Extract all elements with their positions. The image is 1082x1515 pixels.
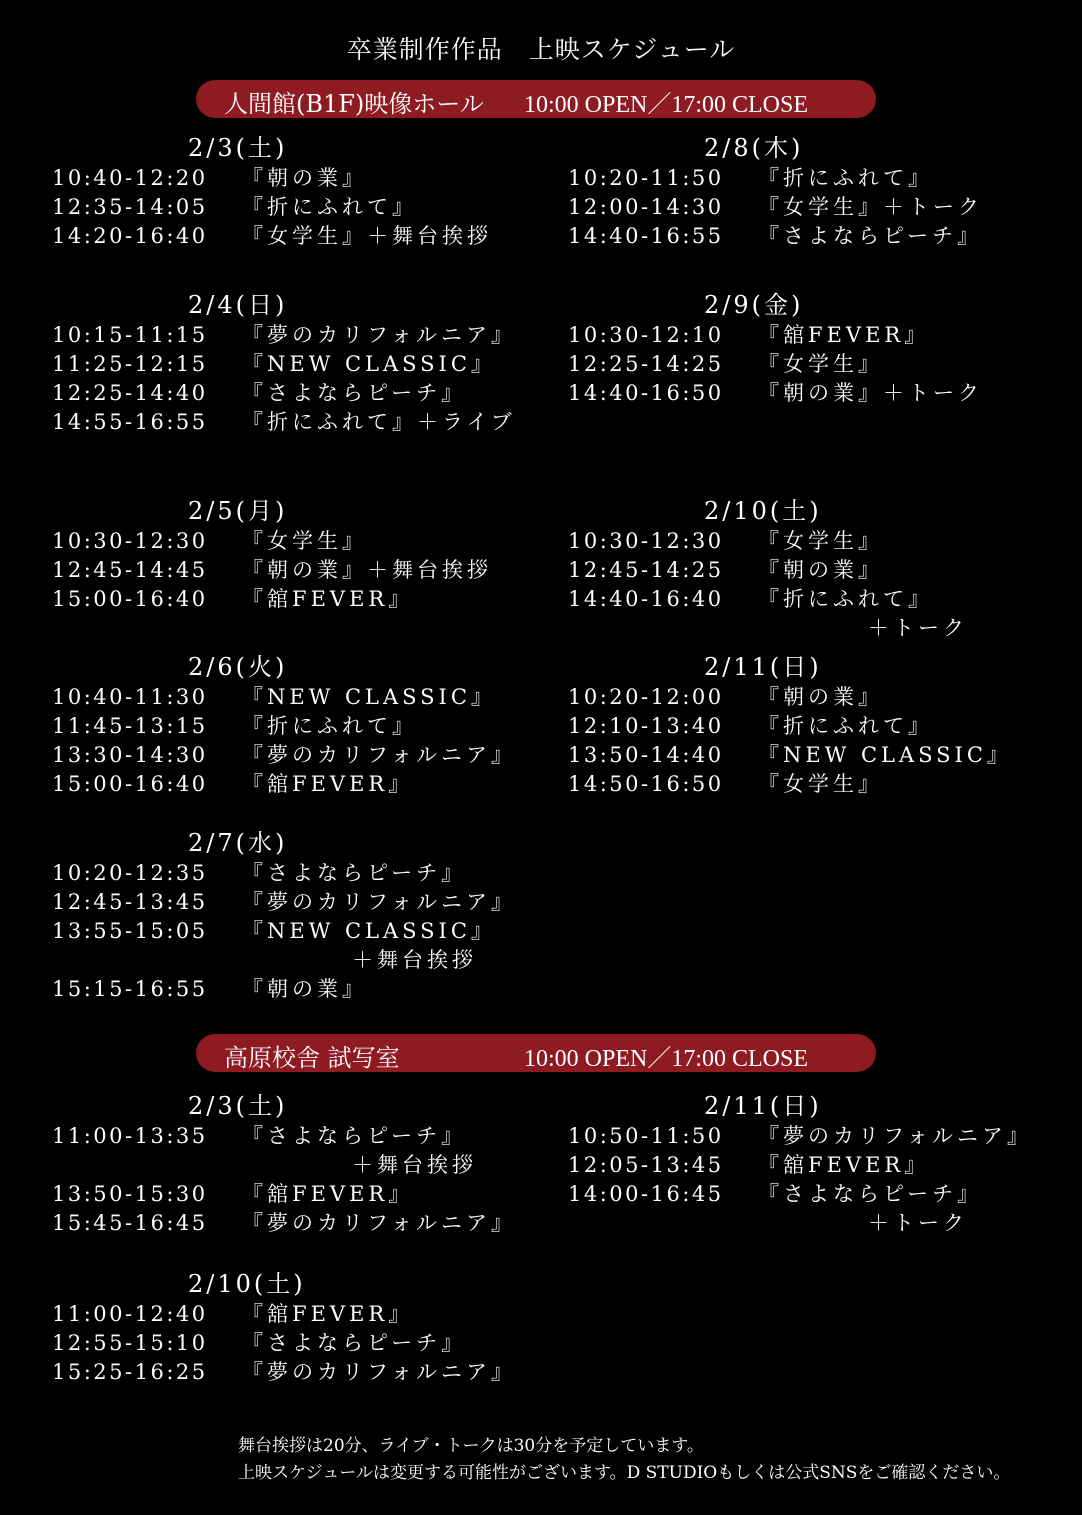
screening-row (568, 1180, 1048, 1209)
screening-time: 12:45-14:25 (568, 558, 724, 582)
day-block (52, 1091, 532, 1238)
day-block (568, 1091, 1048, 1238)
screening-time: 11:00-13:35 (52, 1124, 208, 1148)
screening-time: 10:50-11:50 (568, 1124, 724, 1148)
screening-row (568, 741, 1048, 770)
screening-time: 13:55-15:05 (52, 919, 208, 943)
screening-film: 『女学生』 (758, 772, 883, 796)
screening-row (52, 379, 532, 408)
screening-time: 15:00-16:40 (52, 587, 208, 611)
screening-film: 『折にふれて』 (758, 587, 933, 611)
venue-banner-2 (196, 1034, 876, 1072)
screening-time: 12:25-14:40 (52, 381, 208, 405)
day-block (52, 290, 532, 437)
venue-name: 人間館(B1F)映像ホール (224, 90, 484, 118)
footnotes (238, 1433, 1010, 1487)
screening-time: 10:20-12:00 (568, 685, 724, 709)
screening-row (52, 1209, 532, 1238)
screening-film: 『さよならピーチ』 (242, 381, 467, 405)
screening-film: 『折にふれて』 (758, 166, 933, 190)
screening-row (568, 350, 1048, 379)
day-date: 2/10(土) (704, 497, 822, 525)
screening-film: 『舘FEVER』 (242, 1302, 414, 1326)
screening-time: 12:45-13:45 (52, 890, 208, 914)
screening-row (52, 585, 532, 614)
screening-time: 10:20-12:35 (52, 861, 208, 885)
screening-time: 12:05-13:45 (568, 1153, 724, 1177)
screening-row (52, 1300, 532, 1329)
note-line: 舞台挨拶は20分、ライブ・トークは30分を予定しています。 (238, 1436, 704, 1456)
screening-row (568, 585, 1048, 614)
screening-row (52, 350, 532, 379)
screening-time: 13:50-14:40 (568, 743, 724, 767)
venue-banner-1 (196, 80, 876, 118)
screening-row (52, 917, 532, 946)
screening-film: 『女学生』 (758, 529, 883, 553)
screening-film: 『女学生』 (242, 529, 367, 553)
screening-film: 『さよならピーチ』 (242, 1331, 467, 1355)
day-block (568, 290, 1048, 408)
day-block (568, 496, 1048, 643)
screening-row (52, 1358, 532, 1387)
screening-film: 『舘FEVER』 (242, 772, 414, 796)
screening-time: 11:45-13:15 (52, 714, 208, 738)
screening-film: 『夢のカリフォルニア』 (242, 890, 516, 914)
screening-extra: ＋舞台挨拶 (352, 1153, 477, 1177)
screening-time: 10:30-12:30 (52, 529, 208, 553)
screening-film: 『折にふれて』 (242, 195, 417, 219)
day-block (52, 652, 532, 799)
screening-time: 14:40-16:50 (568, 381, 724, 405)
screening-film: 『さよならピーチ』 (242, 861, 467, 885)
screening-film: 『朝の業』 (758, 558, 883, 582)
screening-row (568, 556, 1048, 585)
screening-film: 『折にふれて』 (758, 714, 933, 738)
screening-film: 『女学生』＋トーク (758, 195, 983, 219)
screening-time: 14:50-16:50 (568, 772, 724, 796)
screening-row (568, 770, 1048, 799)
screening-extra: ＋舞台挨拶 (352, 948, 477, 972)
day-date: 2/4(日) (188, 291, 288, 319)
screening-time: 12:55-15:10 (52, 1331, 208, 1355)
screening-time: 12:35-14:05 (52, 195, 208, 219)
day-block (52, 1269, 532, 1387)
day-date: 2/9(金) (704, 291, 804, 319)
screening-film: 『女学生』＋舞台挨拶 (242, 224, 492, 248)
screening-row (52, 1180, 532, 1209)
screening-time: 13:30-14:30 (52, 743, 208, 767)
screening-film: 『折にふれて』＋ライブ (242, 410, 516, 434)
screening-film: 『朝の業』 (758, 685, 883, 709)
screening-time: 14:40-16:40 (568, 587, 724, 611)
screening-time: 14:00-16:45 (568, 1182, 724, 1206)
day-block (52, 496, 532, 614)
screening-film: 『舘FEVER』 (242, 587, 414, 611)
screening-film: 『朝の業』 (242, 977, 367, 1001)
day-date: 2/11(日) (704, 1092, 822, 1120)
day-block (568, 133, 1048, 251)
screening-row (568, 379, 1048, 408)
screening-extra: ＋トーク (868, 1211, 968, 1235)
screening-row (568, 193, 1048, 222)
screening-film: 『NEW CLASSIC』 (242, 685, 496, 709)
screening-film: 『さよならピーチ』 (758, 224, 983, 248)
screening-time: 12:25-14:25 (568, 352, 724, 376)
screening-row (568, 1122, 1048, 1151)
screening-row (52, 712, 532, 741)
screening-film: 『折にふれて』 (242, 714, 417, 738)
day-block (568, 652, 1048, 799)
day-date: 2/11(日) (704, 653, 822, 681)
screening-row (52, 164, 532, 193)
screening-film: 『さよならピーチ』 (242, 1124, 467, 1148)
screening-film: 『舘FEVER』 (758, 323, 930, 347)
screening-time: 10:30-12:30 (568, 529, 724, 553)
screening-row (568, 321, 1048, 350)
note-line: 上映スケジュールは変更する可能性がございます。D STUDIOもしくは公式SNSをご確認ください。 (238, 1463, 1011, 1483)
screening-time: 15:15-16:55 (52, 977, 208, 1001)
screening-row (52, 408, 532, 437)
screening-row (568, 222, 1048, 251)
screening-time: 12:00-14:30 (568, 195, 724, 219)
screening-time: 14:55-16:55 (52, 410, 208, 434)
screening-row (568, 683, 1048, 712)
venue-hours: 10:00 OPEN／17:00 CLOSE (524, 92, 809, 118)
screening-time: 14:20-16:40 (52, 224, 208, 248)
screening-film: 『朝の業』 (242, 166, 367, 190)
screening-time: 15:25-16:25 (52, 1360, 208, 1384)
screening-row (568, 164, 1048, 193)
screening-row (568, 712, 1048, 741)
screening-time: 15:00-16:40 (52, 772, 208, 796)
screening-row (52, 741, 532, 770)
screening-row (52, 527, 532, 556)
screening-time: 10:40-11:30 (52, 685, 208, 709)
venue-name: 高原校舎 試写室 (224, 1044, 400, 1072)
venue-hours: 10:00 OPEN／17:00 CLOSE (524, 1046, 809, 1072)
day-date: 2/6(火) (188, 653, 288, 681)
screening-time: 11:25-12:15 (52, 352, 208, 376)
screening-film: 『NEW CLASSIC』 (758, 743, 1012, 767)
screening-row (52, 975, 532, 1004)
day-date: 2/10(土) (188, 1270, 306, 1298)
screening-row (568, 527, 1048, 556)
screening-time: 10:30-12:10 (568, 323, 724, 347)
screening-time: 12:45-14:45 (52, 558, 208, 582)
screening-film: 『朝の業』＋トーク (758, 381, 983, 405)
day-date: 2/3(土) (188, 1092, 288, 1120)
screening-film: 『夢のカリフォルニア』 (242, 1211, 516, 1235)
screening-film: 『舘FEVER』 (242, 1182, 414, 1206)
screening-film: 『さよならピーチ』 (758, 1182, 983, 1206)
screening-row (52, 193, 532, 222)
screening-film: 『夢のカリフォルニア』 (242, 323, 516, 347)
screening-time: 12:10-13:40 (568, 714, 724, 738)
day-block (52, 133, 532, 251)
day-date: 2/3(土) (188, 134, 288, 162)
screening-row (52, 888, 532, 917)
screening-row (52, 321, 532, 350)
day-date: 2/7(水) (188, 829, 288, 857)
screening-time: 15:45-16:45 (52, 1211, 208, 1235)
screening-film: 『女学生』 (758, 352, 883, 376)
screening-film: 『朝の業』＋舞台挨拶 (242, 558, 492, 582)
screening-time: 10:40-12:20 (52, 166, 208, 190)
screening-row (52, 859, 532, 888)
screening-row (52, 770, 532, 799)
screening-extra: ＋トーク (868, 616, 968, 640)
screening-row (52, 1122, 532, 1151)
screening-row (52, 1329, 532, 1358)
screening-film: 『夢のカリフォルニア』 (242, 743, 516, 767)
screening-time: 13:50-15:30 (52, 1182, 208, 1206)
screening-time: 14:40-16:55 (568, 224, 724, 248)
screening-row (568, 1151, 1048, 1180)
screening-film: 『夢のカリフォルニア』 (242, 1360, 516, 1384)
screening-film: 『NEW CLASSIC』 (242, 352, 496, 376)
screening-row (52, 222, 532, 251)
page-title: 卒業制作作品 上映スケジュール (346, 35, 736, 64)
screening-time: 10:20-11:50 (568, 166, 724, 190)
screening-time: 11:00-12:40 (52, 1302, 208, 1326)
day-date: 2/8(木) (704, 134, 804, 162)
screening-row (52, 556, 532, 585)
day-block (52, 828, 532, 1004)
screening-film: 『NEW CLASSIC』 (242, 919, 496, 943)
day-date: 2/5(月) (188, 497, 288, 525)
screening-film: 『舘FEVER』 (758, 1153, 930, 1177)
screening-row (52, 683, 532, 712)
screening-film: 『夢のカリフォルニア』 (758, 1124, 1032, 1148)
screening-time: 10:15-11:15 (52, 323, 208, 347)
